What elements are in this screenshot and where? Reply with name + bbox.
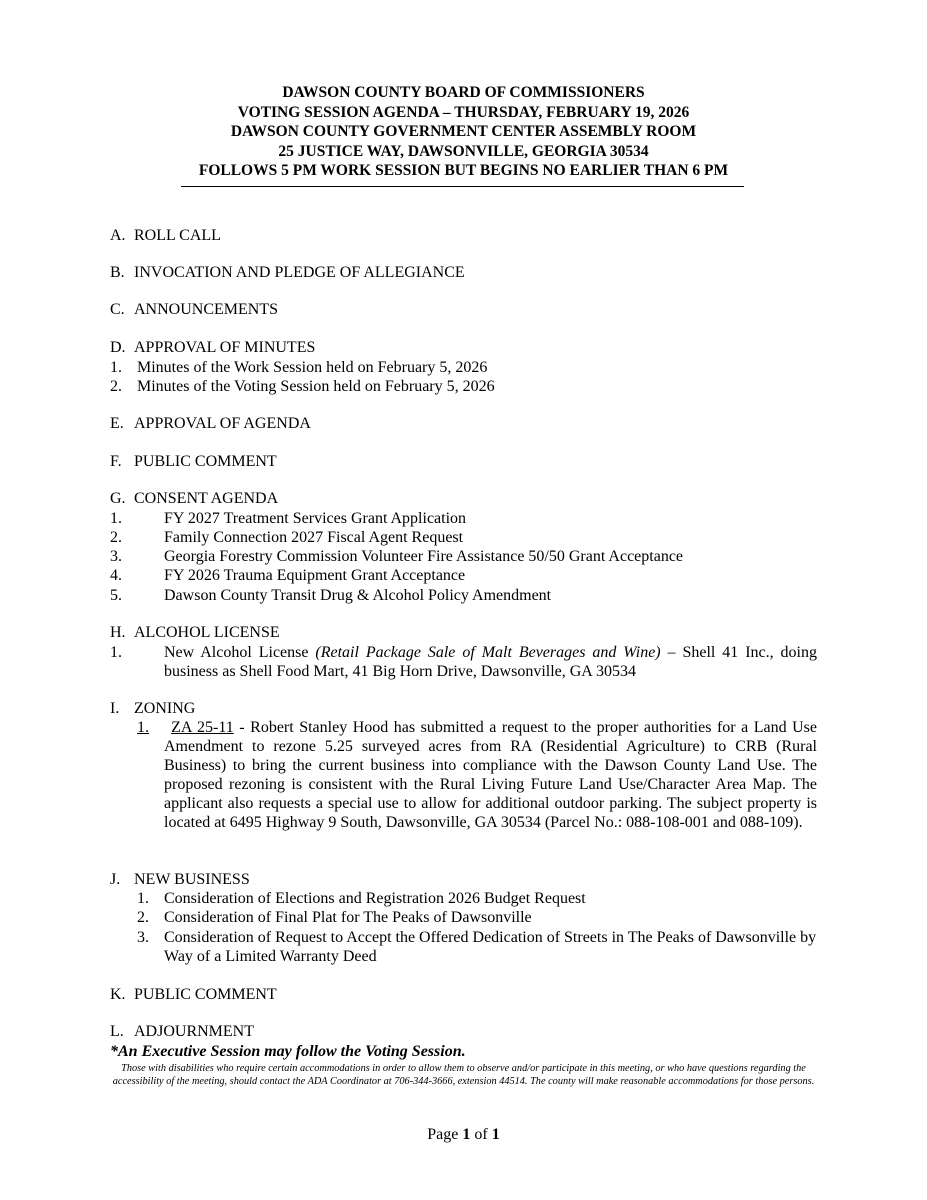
item-text: FY 2027 Treatment Services Grant Application xyxy=(164,510,467,527)
item-number: 4. xyxy=(110,567,122,584)
item-number: 1. xyxy=(137,890,149,907)
page-of-word: of xyxy=(470,1126,492,1143)
section-title: CONSENT AGENDA xyxy=(134,490,279,507)
license-type: (Retail Package Sale of Malt Beverages and Wine) xyxy=(315,644,661,661)
page-word: Page xyxy=(427,1126,463,1143)
section-letter: G. xyxy=(110,490,126,507)
section-new-business xyxy=(110,870,250,890)
section-alcohol-license xyxy=(110,623,280,643)
item-text: Consideration of Elections and Registration 2026 Budget Request xyxy=(164,890,586,907)
section-letter: E. xyxy=(110,415,124,432)
license-details: – Shell 41 Inc., doing business as Shell Food Mart, 41 Big Horn Drive, Dawsonville, GA 30534 xyxy=(164,644,817,680)
zoning-case-number: ZA 25-11 xyxy=(171,719,234,736)
section-roll-call xyxy=(110,226,221,246)
item-text: Family Connection 2027 Fiscal Agent Request xyxy=(164,529,464,546)
section-title: ADJOURNMENT xyxy=(134,1023,254,1040)
page-total: 1 xyxy=(491,1126,500,1143)
section-title: NEW BUSINESS xyxy=(134,871,250,888)
header-board-name: DAWSON COUNTY BOARD OF COMMISSIONERS xyxy=(282,84,645,101)
section-title: PUBLIC COMMENT xyxy=(134,986,277,1003)
section-letter: J. xyxy=(110,871,121,888)
item-number: 1. xyxy=(110,510,122,527)
section-zoning xyxy=(110,699,195,719)
item-number: 1. xyxy=(137,719,149,736)
item-number: 2. xyxy=(137,909,149,926)
item-text: FY 2026 Trauma Equipment Grant Acceptance xyxy=(164,567,466,584)
section-title: ZONING xyxy=(134,700,196,717)
section-adjournment xyxy=(110,1022,254,1042)
section-letter: L. xyxy=(110,1023,124,1040)
section-letter: K. xyxy=(110,986,126,1003)
section-letter: D. xyxy=(110,339,126,356)
item-text: Consideration of Request to Accept the Offered Dedication of Streets in The Peaks of Dawsonville by Way of a Limited Warranty Deed xyxy=(164,929,817,965)
section-title: APPROVAL OF AGENDA xyxy=(134,415,311,432)
section-title: ANNOUNCEMENTS xyxy=(134,301,278,318)
item-text: Minutes of the Voting Session held on February 5, 2026 xyxy=(137,378,495,395)
item-number: 2. xyxy=(110,529,122,546)
section-announcements xyxy=(110,300,278,320)
alcohol-license-text xyxy=(164,643,817,681)
header-session-date: VOTING SESSION AGENDA – THURSDAY, FEBRUARY 19, 2026 xyxy=(237,103,690,121)
section-title: APPROVAL OF MINUTES xyxy=(134,339,316,356)
section-public-comment xyxy=(110,452,277,472)
item-text: Georgia Forestry Commission Volunteer Fire Assistance 50/50 Grant Acceptance xyxy=(164,548,684,565)
page-number xyxy=(0,1126,927,1144)
section-approval-of-minutes xyxy=(110,338,315,358)
section-letter: I. xyxy=(110,700,120,717)
header-start-time: FOLLOWS 5 PM WORK SESSION BUT BEGINS NO EARLIER THAN 6 PM xyxy=(198,162,729,179)
section-consent-agenda xyxy=(110,489,278,509)
header-address: 25 JUSTICE WAY, DAWSONVILLE, GEORGIA 30534 xyxy=(278,142,649,160)
item-number: 1. xyxy=(110,644,122,661)
item-number: 2. xyxy=(110,378,122,395)
item-number: 1. xyxy=(110,359,122,376)
section-letter: F. xyxy=(110,453,122,470)
license-lead: New Alcohol License xyxy=(164,644,316,661)
item-text: Consideration of Final Plat for The Peaks of Dawsonville xyxy=(164,909,532,926)
executive-session-note: *An Executive Session may follow the Voting Session. xyxy=(110,1043,466,1060)
agenda-header xyxy=(0,83,927,181)
item-number: 3. xyxy=(110,548,122,565)
section-letter: A. xyxy=(110,227,126,244)
section-letter: C. xyxy=(110,301,125,318)
header-location: DAWSON COUNTY GOVERNMENT CENTER ASSEMBLY ROOM xyxy=(230,123,697,140)
section-letter: H. xyxy=(110,624,126,641)
section-letter: B. xyxy=(110,264,125,281)
zoning-description: - Robert Stanley Hood has submitted a request to the proper authorities for a Land Use Amendment to rezone 5.25 surveyed acres from RA (Residential Agriculture) to CRB (Rural Business) to bring the current business into compliance with the Dawson County Land Use. The proposed rezoning is consistent with the Rural Living Future Land Use/Character Area Map. The applicant also requests a special use to allow for additional outdoor parking. The subject property is located at 6495 Highway 9 South, Dawsonville, GA 30534 (Parcel No.: 088-108-001 and 088-109). xyxy=(164,719,818,831)
section-title: PUBLIC COMMENT xyxy=(134,453,277,470)
item-text: Minutes of the Work Session held on February 5, 2026 xyxy=(137,359,488,376)
zoning-item-text xyxy=(137,718,818,832)
page-current: 1 xyxy=(462,1126,471,1143)
section-approval-of-agenda xyxy=(110,414,311,434)
section-title: ROLL CALL xyxy=(134,227,221,244)
section-public-comment-2 xyxy=(110,985,277,1005)
section-title: ALCOHOL LICENSE xyxy=(134,624,280,641)
section-title: INVOCATION AND PLEDGE OF ALLEGIANCE xyxy=(134,264,465,281)
header-divider xyxy=(181,186,744,187)
section-invocation xyxy=(110,263,465,283)
item-number: 3. xyxy=(137,929,149,946)
item-text: Dawson County Transit Drug & Alcohol Policy Amendment xyxy=(164,587,552,604)
item-number: 5. xyxy=(110,587,122,604)
ada-accommodation-note: Those with disabilities who require certain accommodations in order to allow them to observe and/or participate in this meeting, or who have questions regarding the accessibility of the meeting, should contact the ADA Coordinator at 706-344-3666, extension 44514. The county will make reasonable accommodations for those persons. xyxy=(112,1063,815,1088)
